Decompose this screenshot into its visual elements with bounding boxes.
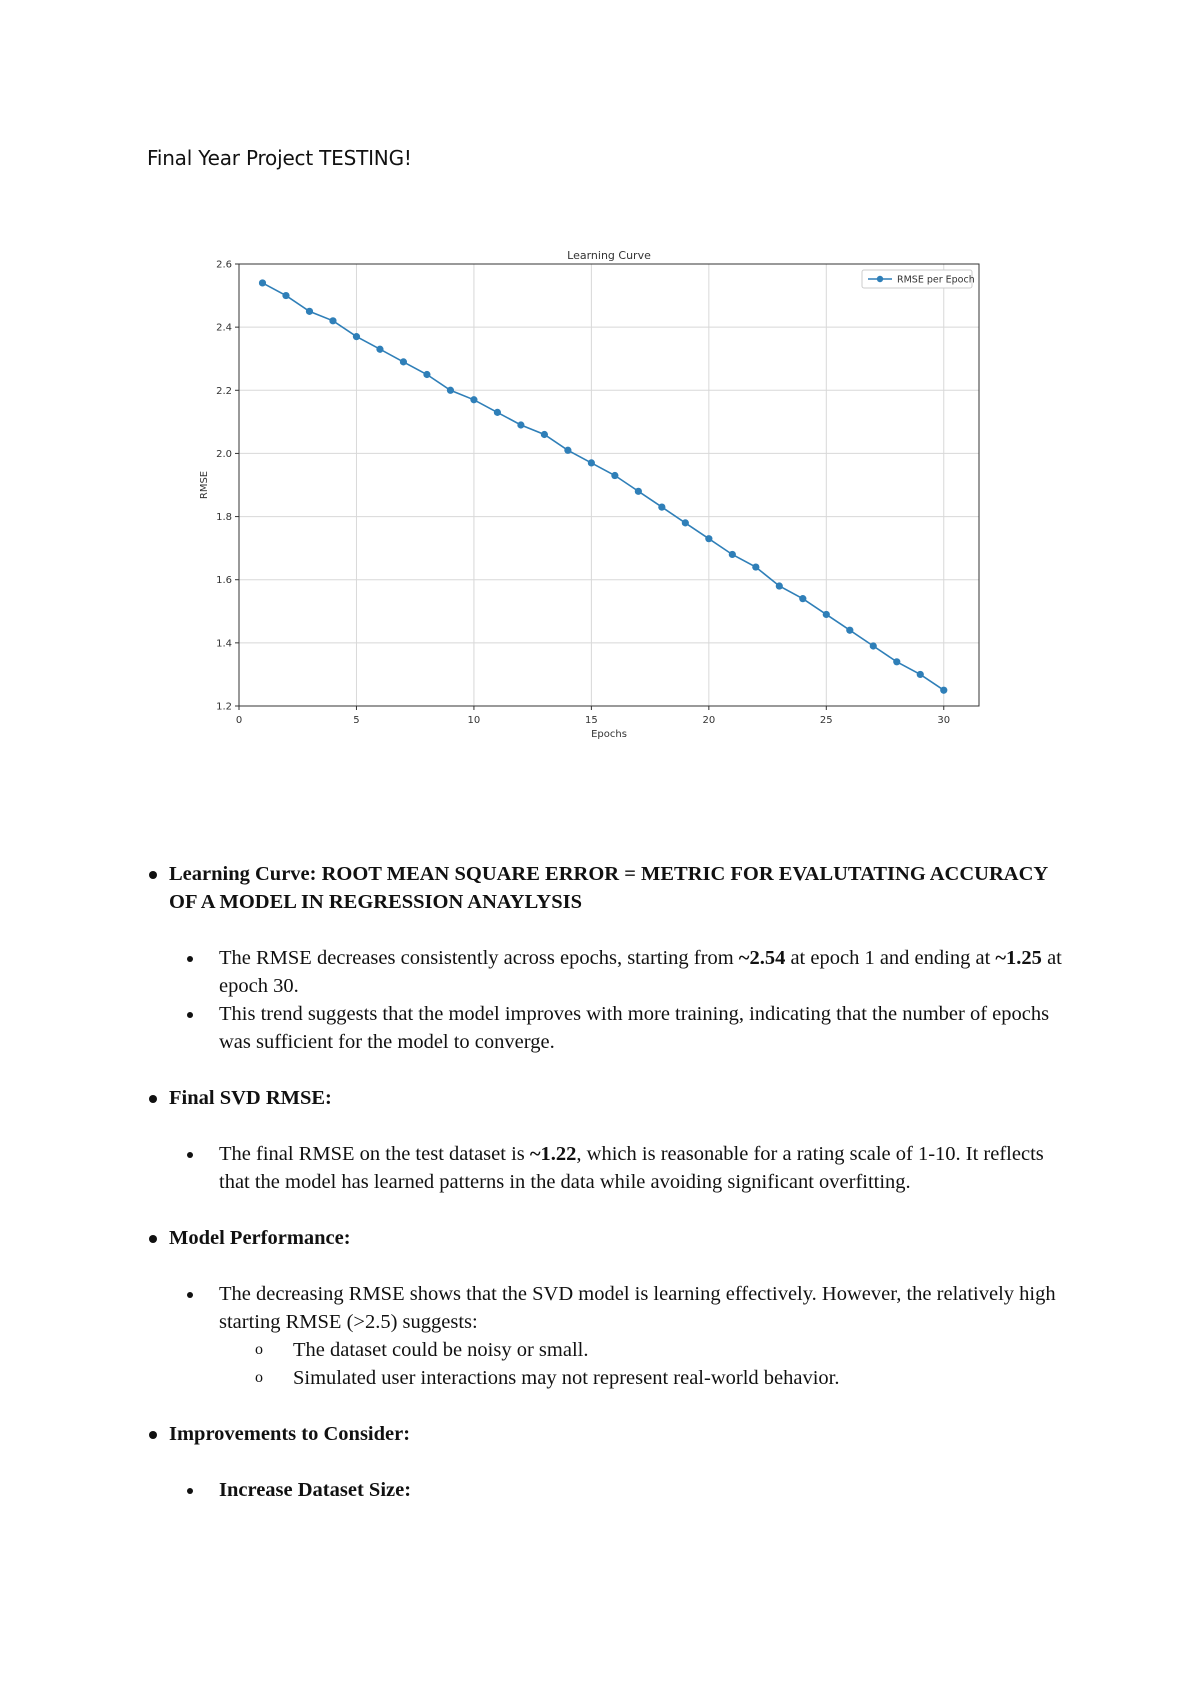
- x-tick-label: 10: [467, 715, 481, 726]
- data-point: [635, 488, 642, 495]
- plot-frame: [239, 264, 979, 706]
- data-point: [611, 472, 618, 479]
- start-rmse-value: ~2.54: [738, 947, 786, 969]
- y-tick-label: 2.4: [216, 322, 232, 334]
- data-point: [306, 308, 313, 315]
- x-tick-label: 0: [235, 715, 243, 726]
- text-span: , which is reasonable for a rating scale of 1-10. It reflects that the model has learned patterns in the data while avoiding significant overfitting.: [219, 1143, 1044, 1193]
- data-point: [729, 551, 736, 558]
- data-point: [940, 687, 947, 694]
- text-span: at epoch 1 and ending at: [785, 947, 996, 969]
- section-final-svd-heading: Final SVD RMSE:: [147, 1084, 1067, 1112]
- data-point: [846, 627, 853, 634]
- data-point: [799, 595, 806, 602]
- data-point: [917, 671, 924, 678]
- data-point: [658, 504, 665, 511]
- document-title: Final Year Project TESTING!: [147, 146, 412, 170]
- data-point: [893, 658, 900, 665]
- x-tick-label: 25: [819, 715, 833, 726]
- data-point: [541, 431, 548, 438]
- legend-label: RMSE per Epoch: [897, 274, 975, 286]
- sub-list-item: o The dataset could be noisy or small.: [147, 1336, 1067, 1364]
- x-axis-label: Epochs: [591, 729, 627, 740]
- list-item: [147, 1476, 1067, 1504]
- learning-curve-chart: [190, 240, 990, 740]
- y-tick-label: 1.6: [216, 575, 232, 587]
- list-item: [147, 1140, 1067, 1196]
- data-point: [823, 611, 830, 618]
- data-point: [353, 333, 360, 340]
- y-tick-label: 1.4: [216, 638, 232, 650]
- data-point: [517, 421, 524, 428]
- x-tick-label: 20: [702, 715, 716, 726]
- x-tick-label: 30: [937, 715, 951, 726]
- y-tick-label: 1.2: [216, 701, 232, 713]
- sub-list-item: o Simulated user interactions may not represent real-world behavior.: [147, 1364, 1067, 1392]
- data-point: [470, 396, 477, 403]
- y-tick-label: 2.2: [216, 385, 232, 397]
- data-point: [870, 642, 877, 649]
- series-line-rmse: [263, 283, 944, 690]
- end-rmse-value: ~1.25: [995, 947, 1042, 969]
- data-point: [564, 447, 571, 454]
- final-svd-list: [147, 1140, 1067, 1196]
- y-tick-label: 2.6: [216, 259, 232, 271]
- section-learning-curve-heading: [147, 860, 1067, 916]
- x-tick-label: 15: [585, 715, 598, 726]
- section-improvements-heading: Improvements to Consider:: [147, 1420, 1067, 1448]
- final-rmse-value: ~1.22: [529, 1143, 577, 1165]
- improvement-label: Increase Dataset Size:: [219, 1479, 412, 1501]
- x-tick-label: 5: [353, 715, 360, 726]
- model-performance-list: [147, 1280, 1067, 1392]
- document-body: [147, 860, 1067, 1504]
- learning-curve-list: [147, 944, 1067, 1056]
- text-span: The final RMSE on the test dataset is: [219, 1143, 530, 1165]
- data-point: [705, 535, 712, 542]
- data-point: [447, 387, 454, 394]
- list-item: [147, 944, 1067, 1000]
- data-point: [400, 358, 407, 365]
- text-span: The RMSE decreases consistently across epochs, starting from: [219, 947, 739, 969]
- data-point: [494, 409, 501, 416]
- list-item: This trend suggests that the model improves with more training, indicating that the number of epochs was sufficient for the model to converge.: [147, 1000, 1067, 1056]
- data-point: [423, 371, 430, 378]
- data-point: [682, 519, 689, 526]
- data-point: [588, 459, 595, 466]
- y-axis-label: RMSE: [199, 470, 210, 500]
- data-point: [259, 279, 266, 286]
- data-point: [376, 346, 383, 353]
- section-model-performance-heading: Model Performance:: [147, 1224, 1067, 1252]
- y-tick-label: 1.8: [216, 512, 232, 524]
- data-point: [776, 582, 783, 589]
- learning-curve-heading-text: Learning Curve: ROOT MEAN SQUARE ERROR = METRIC FOR EVALUTATING ACCURACY OF A MODEL IN REGRESSION ANAYLYSIS: [169, 863, 1048, 913]
- chart-title: Learning Curve: [567, 249, 651, 262]
- improvements-list: [147, 1476, 1067, 1504]
- text-span: at epoch 30.: [219, 947, 1062, 997]
- list-item: The decreasing RMSE shows that the SVD model is learning effectively. However, the relatively high starting RMSE (>2.5) suggests:: [147, 1280, 1067, 1336]
- data-point: [329, 317, 336, 324]
- data-point: [752, 563, 759, 570]
- legend-marker: [877, 276, 883, 282]
- data-point: [282, 292, 289, 299]
- y-tick-label: 2.0: [216, 448, 232, 460]
